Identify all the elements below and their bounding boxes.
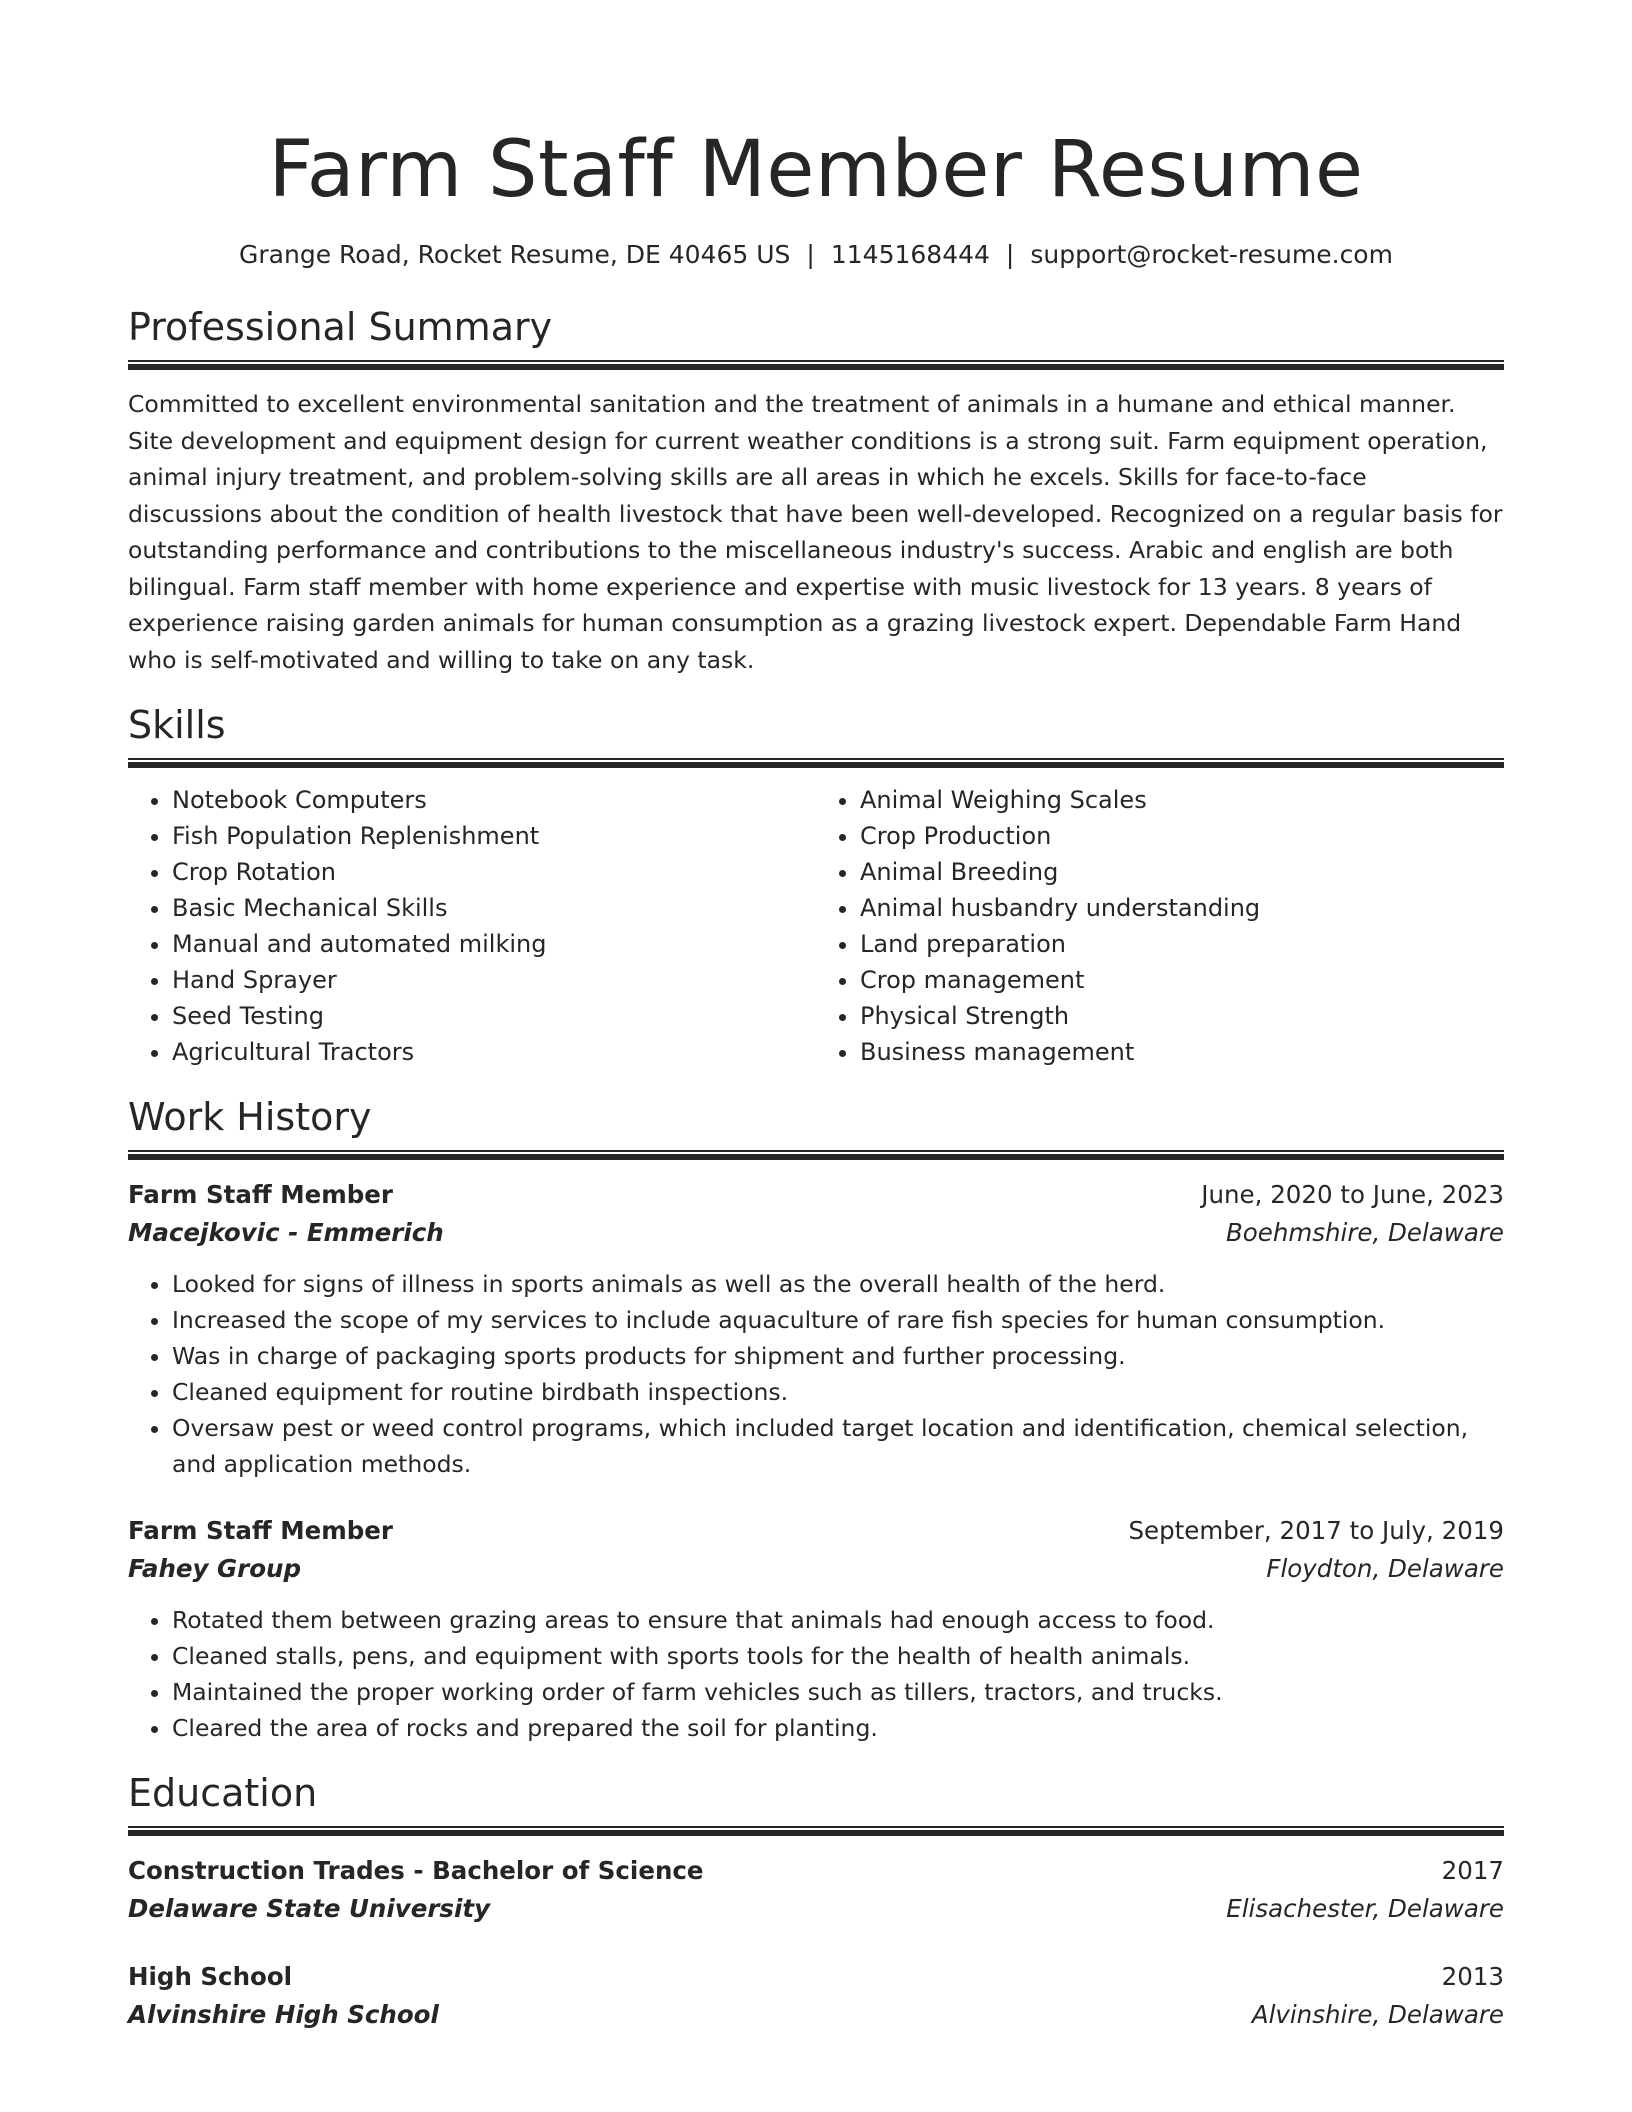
summary-heading: Professional Summary bbox=[128, 305, 553, 349]
contact-address: Grange Road, Rocket Resume, DE 40465 US bbox=[239, 240, 791, 269]
job-bullet: • Maintained the proper working order of farm vehicles such as tillers, tractors, and trucks. bbox=[172, 1674, 1504, 1710]
job-location: Boehmshire, Delaware bbox=[1225, 1218, 1504, 1247]
education-degree: Construction Trades - Bachelor of Science bbox=[128, 1856, 704, 1885]
job-bullets bbox=[128, 1266, 1504, 1482]
job-bullet: • Oversaw pest or weed control programs, which included target location and identification, chemical selection, and application methods. bbox=[172, 1410, 1504, 1482]
education-header bbox=[128, 1852, 1504, 1890]
education-section bbox=[128, 1770, 1504, 2034]
summary-text: Committed to excellent environmental sanitation and the treatment of animals in a humane and ethical manner. Site development and equipment design for current weather conditions is a strong suit. Farm equipment operation, animal injury treatment, and problem-solving skills are all areas in which he excels. Skills for face-to-face discussions about the condition of health livestock that have been well-developed. Recognized on a regular basis for outstanding performance and contributions to the miscellaneous industry's success. Arabic and english are both bilingual. Farm staff member with home experience and expertise with music livestock for 13 years. 8 years of experience raising garden animals for human consumption as a grazing livestock expert. Dependable Farm Hand who is self-motivated and willing to take on any task. bbox=[128, 390, 1503, 674]
job-title: Farm Staff Member bbox=[128, 1180, 394, 1209]
resume-title: Farm Staff Member Resume bbox=[268, 125, 1364, 215]
job-bullet: • Was in charge of packaging sports products for shipment and further processing. bbox=[172, 1338, 1504, 1374]
skill-item: • Physical Strength bbox=[860, 998, 1504, 1034]
job-title: Farm Staff Member bbox=[128, 1516, 394, 1545]
job-bullet: • Increased the scope of my services to include aquaculture of rare fish species for human consumption. bbox=[172, 1302, 1504, 1338]
job-dates: June, 2020 to June, 2023 bbox=[1201, 1180, 1504, 1209]
skill-item: • Hand Sprayer bbox=[172, 962, 816, 998]
skill-item: • Fish Population Replenishment bbox=[172, 818, 816, 854]
job-bullets bbox=[128, 1602, 1504, 1746]
skills-list-left bbox=[128, 782, 816, 1070]
skill-item: • Manual and automated milking bbox=[172, 926, 816, 962]
job-dates: September, 2017 to July, 2019 bbox=[1128, 1516, 1504, 1545]
education-location: Elisachester, Delaware bbox=[1226, 1894, 1504, 1923]
education-degree: High School bbox=[128, 1962, 293, 1991]
skill-item: • Agricultural Tractors bbox=[172, 1034, 816, 1070]
education-entry bbox=[128, 1852, 1504, 1928]
skills-heading: Skills bbox=[128, 703, 226, 747]
education-heading: Education bbox=[128, 1771, 318, 1815]
skill-item: • Crop Rotation bbox=[172, 854, 816, 890]
work-section bbox=[128, 1094, 1504, 1746]
education-subheader bbox=[128, 1890, 1504, 1928]
skill-item: • Crop management bbox=[860, 962, 1504, 998]
skills-list-right bbox=[816, 782, 1504, 1070]
skill-item: • Crop Production bbox=[860, 818, 1504, 854]
section-divider bbox=[128, 360, 1504, 370]
job-header bbox=[128, 1512, 1504, 1550]
skill-item: • Seed Testing bbox=[172, 998, 816, 1034]
education-subheader bbox=[128, 1996, 1504, 2034]
education-school: Alvinshire High School bbox=[128, 2000, 439, 2029]
summary-section bbox=[128, 304, 1504, 678]
skill-item: • Animal Weighing Scales bbox=[860, 782, 1504, 818]
contact-phone: 1145168444 bbox=[830, 240, 990, 269]
job-bullet: • Looked for signs of illness in sports animals as well as the overall health of the herd. bbox=[172, 1266, 1504, 1302]
job-bullet: • Cleared the area of rocks and prepared the soil for planting. bbox=[172, 1710, 1504, 1746]
education-year: 2013 bbox=[1441, 1962, 1504, 1991]
job-entry bbox=[128, 1512, 1504, 1746]
skill-item: • Notebook Computers bbox=[172, 782, 816, 818]
job-subheader bbox=[128, 1214, 1504, 1252]
job-company: Fahey Group bbox=[128, 1554, 302, 1583]
skills-section bbox=[128, 702, 1504, 1070]
skills-columns bbox=[128, 782, 1504, 1070]
education-year: 2017 bbox=[1441, 1856, 1504, 1885]
job-location: Floydton, Delaware bbox=[1266, 1554, 1504, 1583]
job-company: Macejkovic - Emmerich bbox=[128, 1218, 444, 1247]
job-header bbox=[128, 1176, 1504, 1214]
skill-item: • Animal Breeding bbox=[860, 854, 1504, 890]
skill-item: • Animal husbandry understanding bbox=[860, 890, 1504, 926]
job-bullet: • Cleaned stalls, pens, and equipment with sports tools for the health of health animals. bbox=[172, 1638, 1504, 1674]
education-school: Delaware State University bbox=[128, 1894, 491, 1923]
education-entry bbox=[128, 1958, 1504, 2034]
contact-separator: | bbox=[806, 240, 815, 269]
job-subheader bbox=[128, 1550, 1504, 1588]
contact-email[interactable]: support@rocket-resume.com bbox=[1030, 240, 1393, 269]
section-divider bbox=[128, 758, 1504, 768]
skill-item: • Land preparation bbox=[860, 926, 1504, 962]
education-location: Alvinshire, Delaware bbox=[1251, 2000, 1504, 2029]
job-bullet: • Rotated them between grazing areas to ensure that animals had enough access to food. bbox=[172, 1602, 1504, 1638]
contact-line bbox=[128, 238, 1504, 272]
education-header bbox=[128, 1958, 1504, 1996]
contact-separator: | bbox=[1005, 240, 1015, 269]
job-entry bbox=[128, 1176, 1504, 1482]
skill-item: • Business management bbox=[860, 1034, 1504, 1070]
resume-page bbox=[128, 120, 1504, 2034]
section-divider bbox=[128, 1826, 1504, 1836]
section-divider bbox=[128, 1150, 1504, 1160]
job-bullet: • Cleaned equipment for routine birdbath inspections. bbox=[172, 1374, 1504, 1410]
work-heading: Work History bbox=[128, 1095, 372, 1139]
skill-item: • Basic Mechanical Skills bbox=[172, 890, 816, 926]
